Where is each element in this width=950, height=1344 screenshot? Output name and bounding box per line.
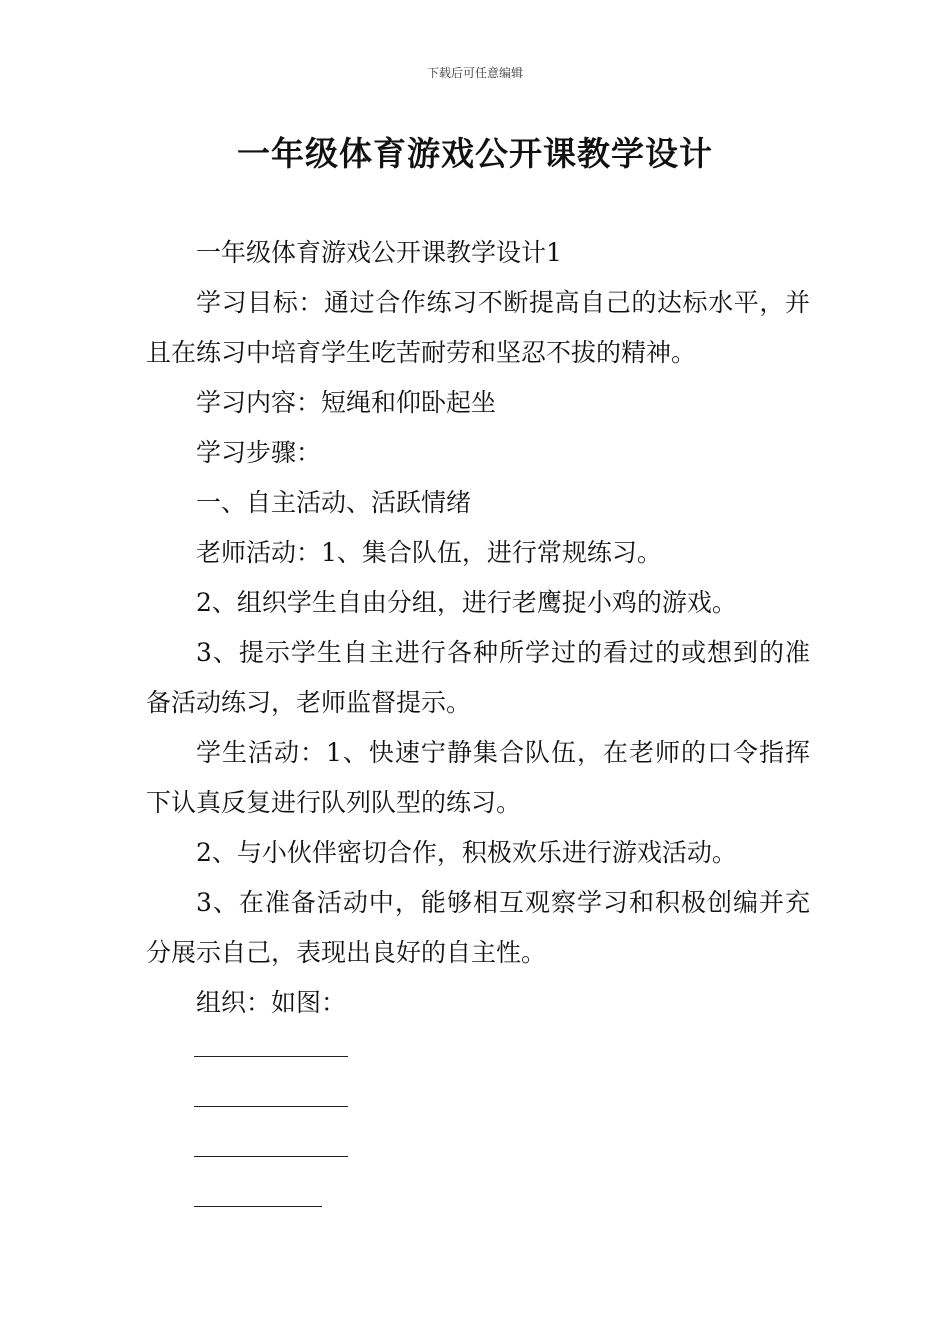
document-body [146, 228, 810, 1028]
paragraph-learning-goal: 学习目标：通过合作练习不断提高自己的达标水平，并且在练习中培育学生吃苦耐劳和坚忍不拔的精神。 [146, 288, 810, 367]
paragraph-teacher-activity-1: 老师活动：1、集合队伍，进行常规练习。 [196, 538, 662, 567]
formation-line-3 [194, 1156, 348, 1157]
paragraph-student-activity-1: 学生活动：1、快速宁静集合队伍，在老师的口令指挥下认真反复进行队列队型的练习。 [146, 738, 810, 817]
formation-line-4 [194, 1206, 322, 1207]
section-heading: 一年级体育游戏公开课教学设计1 [196, 238, 562, 267]
formation-line-1 [194, 1056, 348, 1057]
paragraph-teacher-activity-2: 2、组织学生自由分组，进行老鹰捉小鸡的游戏。 [196, 588, 737, 617]
paragraph-teacher-activity-3: 3、提示学生自主进行各种所学过的看过的或想到的准备活动练习，老师监督提示。 [146, 638, 810, 717]
paragraph-student-activity-2: 2、与小伙伴密切合作，积极欢乐进行游戏活动。 [196, 838, 737, 867]
paragraph-organization: 组织：如图： [196, 988, 347, 1017]
paragraph-learning-steps: 学习步骤： [196, 438, 322, 467]
formation-line-2 [194, 1106, 348, 1107]
header-note: 下载后可任意编辑 [426, 66, 523, 80]
paragraph-learning-content: 学习内容：短绳和仰卧起坐 [196, 388, 497, 417]
paragraph-student-activity-3: 3、在准备活动中，能够相互观察学习和积极创编并充分展示自己，表现出良好的自主性。 [146, 888, 810, 967]
paragraph-step-one: 一、自主活动、活跃情绪 [196, 488, 472, 517]
document-title: 一年级体育游戏公开课教学设计 [237, 134, 713, 173]
